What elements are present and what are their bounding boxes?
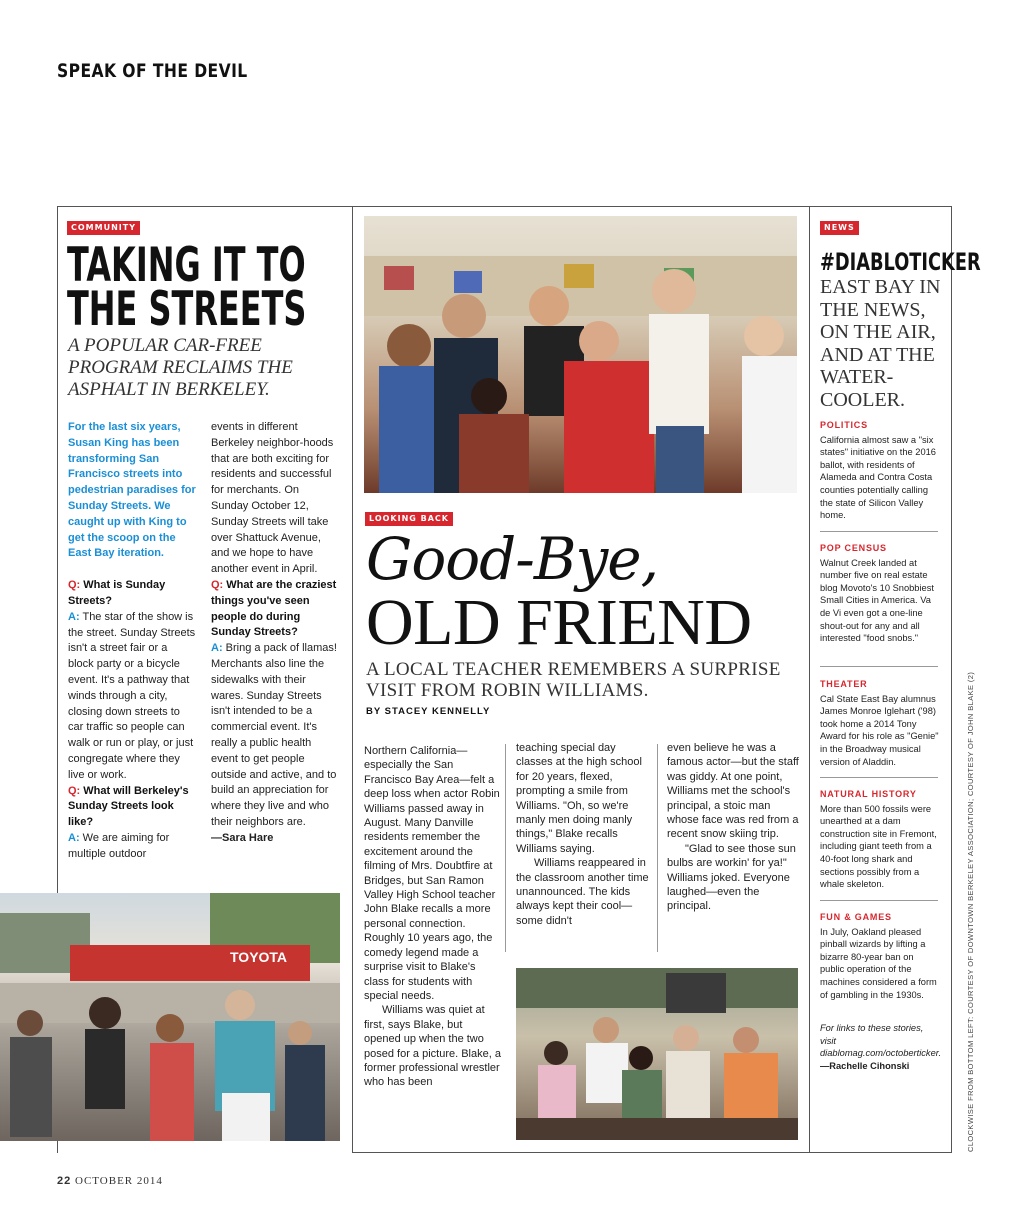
q-marker: Q: (211, 578, 224, 591)
photo-credit: CLOCKWISE FROM BOTTOM LEFT: COURTESY OF DOWNTOWN BERKELEY ASSOCIATION; COURTESY OF JOHN BLAKE (2) (966, 671, 975, 1152)
question-1: What is Sunday Streets? (68, 579, 166, 607)
ticker-item-politics (820, 419, 940, 522)
ticker-item-body: Walnut Creek landed at number five on real estate blog Movoto's 10 Snobbiest Small Cities in America. Va de Vi even got a one-line shout-out for any and all interested "food snobs." (820, 557, 934, 644)
left-column-divider (352, 206, 353, 1153)
question-3: What are the craziest things you've seen people do during Sunday Streets? (211, 578, 337, 639)
ticker-signature: —Rachelle Cihonski (820, 1061, 910, 1071)
left-headline (67, 238, 307, 337)
q-marker: Q: (68, 579, 81, 592)
question-2: What will Berkeley's Sunday Streets look like? (68, 784, 189, 829)
ticker-item-pop-census (820, 542, 940, 645)
ticker-separator (820, 531, 938, 532)
ticker-item-head: NATURAL HISTORY (820, 789, 917, 799)
middle-col1-p1: Northern California—especially the San Francisco Bay Area—felt a deep loss when actor Robin Williams passed away in August. Many Danville residents remember the excitement around the filming of Mrs. Doubtfire at Bridges, but San Ramon Valley High School teacher John Blake recalls a more personal connection. Roughly 10 years ago, the comedy legend made a surprise visit to Blake's class for students with special needs. (364, 745, 500, 1002)
qa-1 (68, 578, 196, 783)
community-tag: COMMUNITY (67, 221, 140, 235)
a-marker: A: (68, 831, 80, 844)
photo-store-sign: TOYOTA (230, 949, 288, 965)
qa-2 (68, 784, 196, 863)
ticker-links-note: For links to these stories, visit diablomag.com/octoberticker. (820, 1023, 942, 1059)
middle-col-divider-1 (505, 744, 506, 952)
left-col2-text: events in different Berkeley neighbor-hoods that are both exciting for residents and successful for merchants. On Sunday October 12, Sunday Streets will take over Shattuck Avenue, and we hope to have another event in April. (211, 421, 334, 576)
ticker-item-theater (820, 678, 940, 768)
left-headline-line-1: TAKING IT TO (67, 238, 306, 293)
issue-date: OCTOBER 2014 (75, 1175, 163, 1187)
middle-col-divider-2 (657, 744, 658, 952)
ticker-separator (820, 777, 938, 778)
middle-column-1 (364, 744, 502, 1090)
ticker-item-head: FUN & GAMES (820, 912, 892, 922)
ticker-title: #DIABLOTICKER (820, 248, 981, 276)
middle-bottom-rule (352, 1152, 810, 1153)
ticker-item-head: THEATER (820, 679, 868, 689)
ticker-item-body: In July, Oakland pleased pinball wizards by lifting a bizarre 80-year ban on public operation of the machines considered a form of gambling in the 1930s. (820, 926, 937, 1000)
robin-williams-group-photo (364, 216, 797, 493)
left-signature: —Sara Hare (211, 831, 274, 844)
ticker-item-head: POP CENSUS (820, 543, 887, 553)
answer-2-part: We are aiming for multiple outdoor (68, 831, 170, 860)
ticker-separator (820, 900, 938, 901)
section-title: SPEAK OF THE DEVIL (57, 60, 248, 82)
middle-headline-line-2: OLD FRIEND (366, 586, 752, 659)
middle-col2-p2: Williams reappeared in the classroom another time unannounced. The kids always kept their cool—some didn't (516, 857, 649, 927)
ticker-deck: EAST BAY IN THE NEWS, ON THE AIR, AND AT THE WATER-COOLER. (820, 276, 941, 411)
middle-column-2 (516, 741, 652, 928)
ticker-item-body: California almost saw a "six states" initiative on the 2016 ballot, with residents of Alameda and Contra Costa counties potentially calling the state of Silicon Valley home. (820, 434, 936, 521)
left-column-2 (211, 420, 339, 847)
answer-1: The star of the show is the street. Sunday Streets isn't a street fair or a block party or a bicycle event. It's a pathway that winds through a city, closing down streets to car traffic so people can walk or run or play, or just congregate where they live or work. (68, 610, 196, 781)
middle-col3-p2: "Glad to see those sun bulbs are workin' for ya!" Williams joked. Everyone laughed—even the principal. (667, 842, 796, 913)
page-number: 22 (57, 1175, 72, 1187)
a-marker: A: (211, 642, 223, 655)
middle-col1-p2: Williams was quiet at first, says Blake, but opened up when the two posed for a picture. Blake, a former professional wrestler who has been (364, 1004, 501, 1089)
page-footer (57, 1175, 163, 1187)
middle-deck: A LOCAL TEACHER REMEMBERS A SURPRISE VISIT FROM ROBIN WILLIAMS. (366, 659, 781, 701)
middle-col3-p1: even believe he was a famous actor—but the staff was giddy. At one point, Williams met the school's principal, a stoic man whose face was red from a recent snow skiing trip. (667, 742, 799, 841)
qa-3 (211, 578, 339, 831)
left-intro: For the last six years, Susan King has been transforming San Francisco streets into pedestrian paradises for Sunday Streets. We caught up with King to get the scoop on the East Bay iteration. (68, 421, 196, 560)
ticker-item-head: POLITICS (820, 420, 868, 430)
ticker-item-fun-games (820, 911, 940, 1001)
middle-col2-p1: teaching special day classes at the high school for 20 years, flexed, prompting a smile from Williams. "Oh, so we're manly men doing manly things," Blake recalls Williams saying. (516, 742, 642, 855)
q-marker: Q: (68, 784, 81, 797)
left-column-1 (68, 420, 196, 863)
left-deck: A POPULAR CAR-FREE PROGRAM RECLAIMS THE ASPHALT IN BERKELEY. (68, 335, 293, 400)
classroom-photo (516, 968, 798, 1140)
ticker-item-natural-history (820, 788, 940, 891)
looking-back-tag: LOOKING BACK (365, 512, 453, 526)
middle-top-rule (352, 206, 810, 207)
middle-headline-line-1: Good-Bye, (366, 525, 659, 593)
ticker-separator (820, 666, 938, 667)
news-tag: NEWS (820, 221, 859, 235)
ticker-item-body: Cal State East Bay alumnus James Monroe Iglehart ('98) took home a 2014 Tony Award for his role as "Genie" in the Broadway musical version of Aladdin. (820, 693, 939, 767)
street-party-photo (0, 893, 340, 1141)
middle-column-3 (667, 741, 803, 914)
ticker-item-body: More than 500 fossils were unearthed at a dam construction site in Fremont, including giant teeth from a 40-foot long shark and sections possibly from a whale skeleton. (820, 803, 937, 890)
answer-3: Bring a pack of llamas! Merchants also line the sidewalks with their wares. Sunday Streets isn't intended to be a commercial event. It's really a public health event to get people outside and active, and to build an appreciation for where they live and who their neighbors are. (211, 642, 337, 828)
middle-byline: BY STACEY KENNELLY (366, 706, 491, 717)
left-headline-line-2: THE STREETS (67, 282, 307, 337)
a-marker: A: (68, 610, 80, 623)
